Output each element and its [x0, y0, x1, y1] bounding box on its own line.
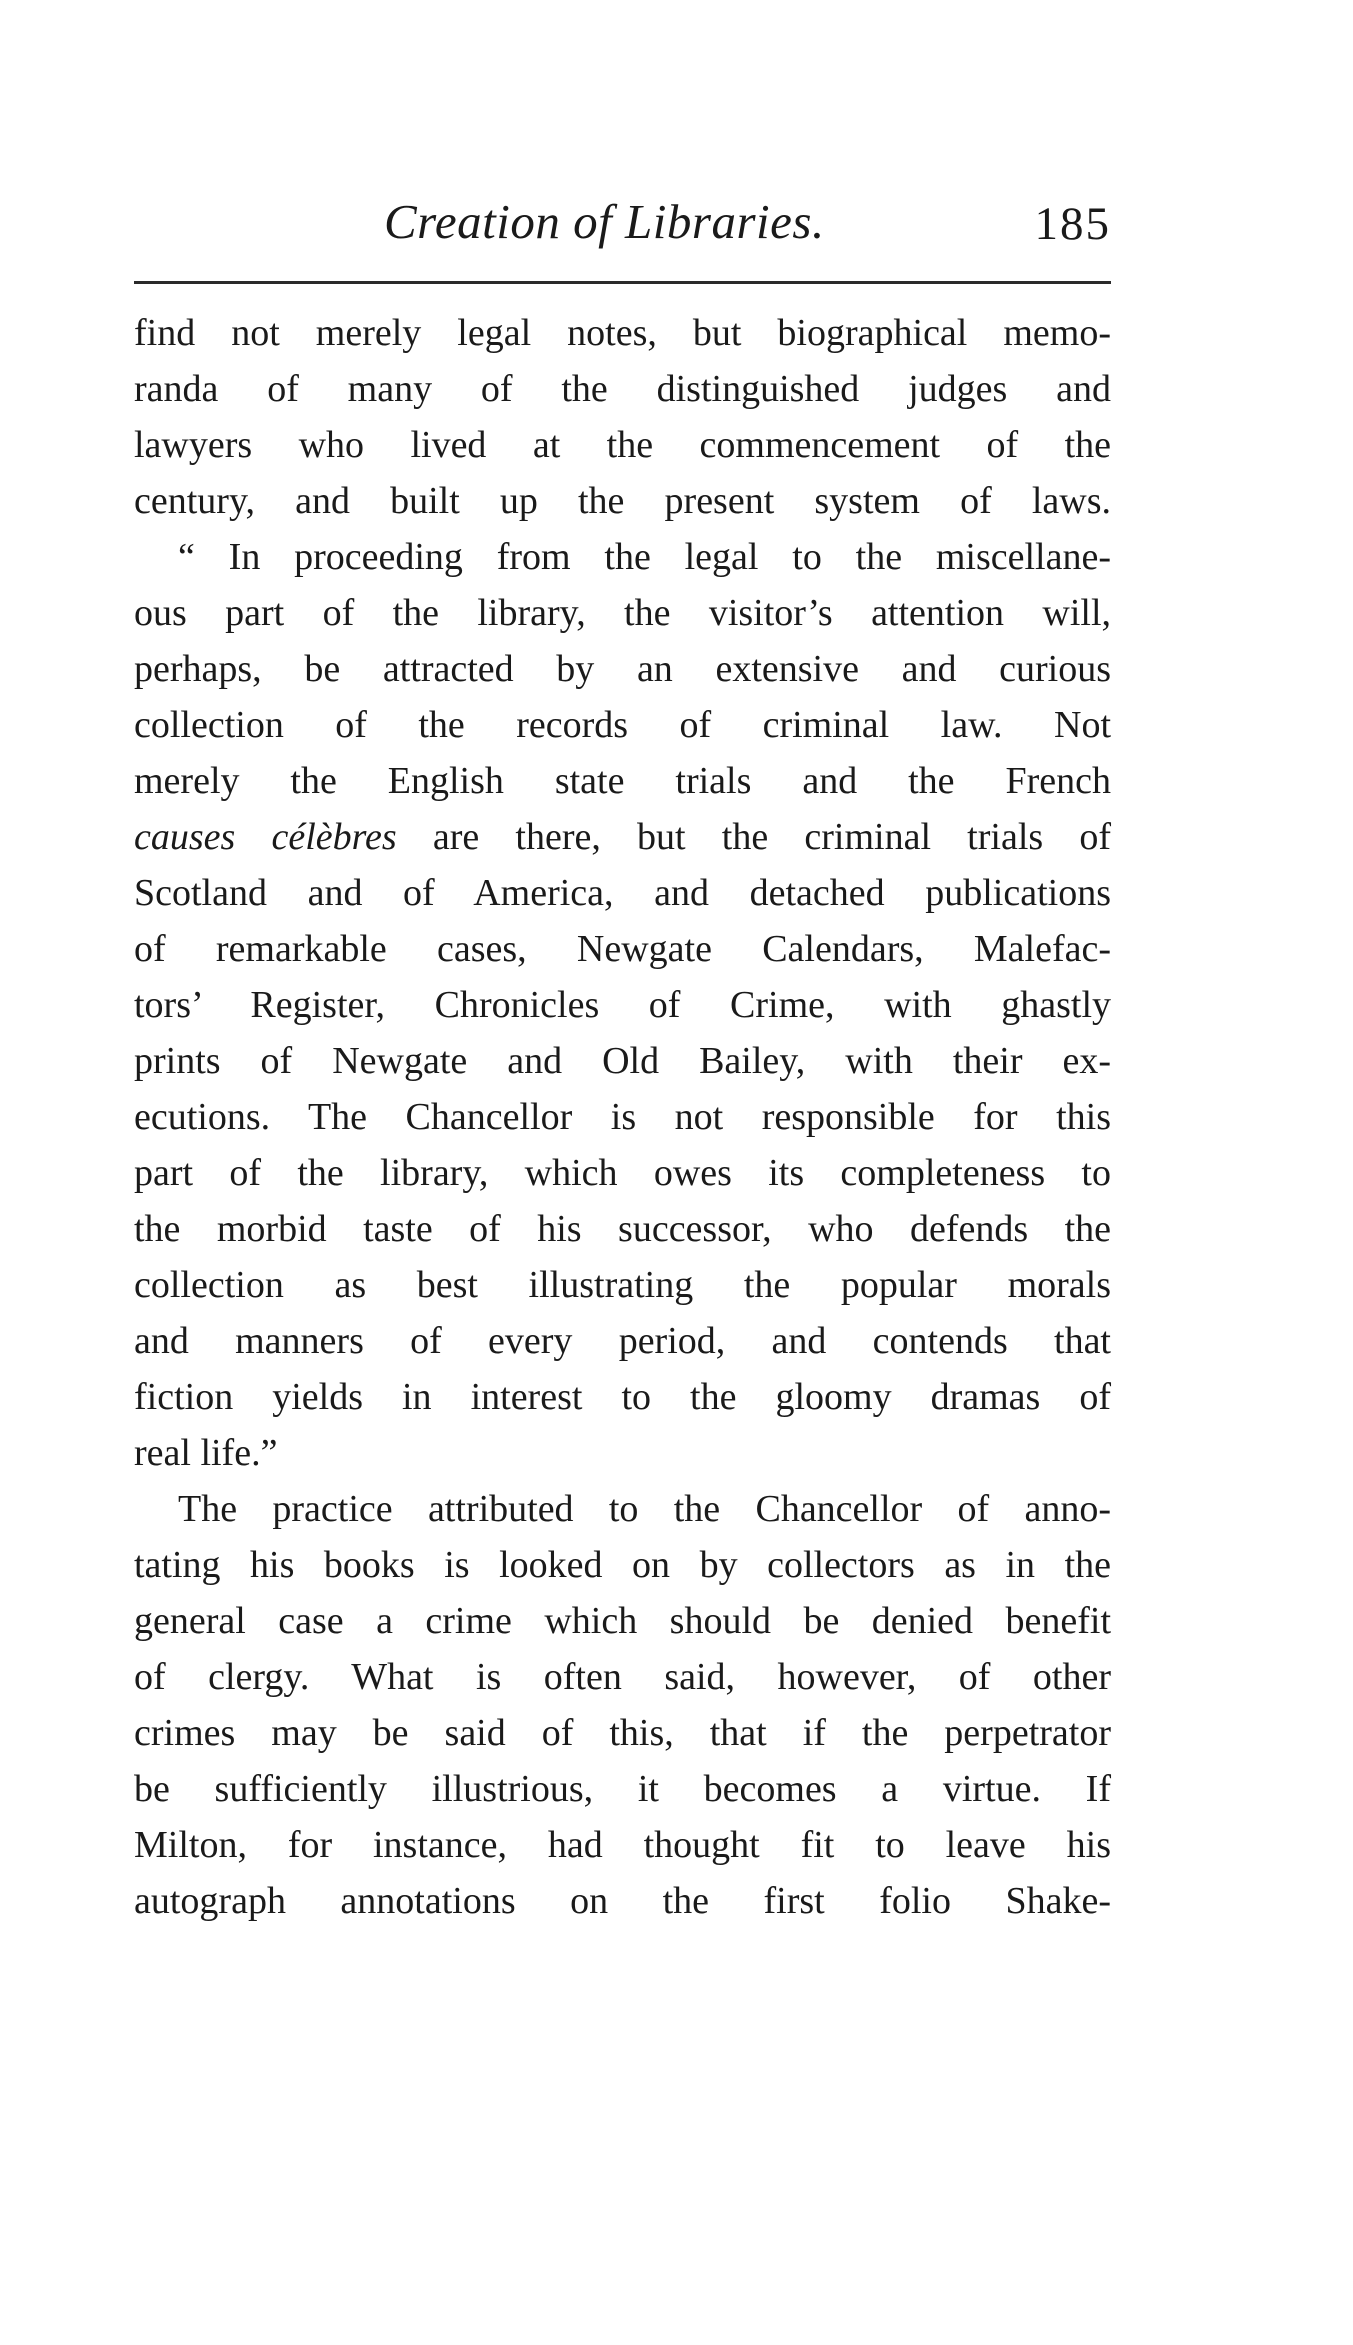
text-line: autograph annotations on the first folio Shake-	[134, 1880, 1111, 1922]
text-line: Scotland and of America, and detached publications	[134, 872, 1111, 914]
text-line: fiction yields in interest to the gloomy dramas of	[134, 1376, 1111, 1418]
text-line: find not merely legal notes, but biographical memo-	[134, 312, 1111, 354]
text-line: of clergy. What is often said, however, of other	[134, 1656, 1111, 1698]
paragraph-1	[134, 305, 1111, 529]
text-line: tors’ Register, Chronicles of Crime, with ghastly	[134, 984, 1111, 1026]
paragraph-2	[134, 529, 1111, 1481]
text-line: century, and built up the present system of laws.	[134, 480, 1111, 522]
text-line: collection of the records of criminal law. Not	[134, 704, 1111, 746]
page-number: 185	[1034, 198, 1111, 250]
text-line: be sufficiently illustrious, it becomes a virtue. If	[134, 1768, 1111, 1810]
text-line: and manners of every period, and contends that	[134, 1320, 1111, 1362]
header-rule	[134, 281, 1111, 284]
page-header	[134, 192, 1111, 268]
body-text	[134, 305, 1111, 1929]
text-line: part of the library, which owes its completeness to	[134, 1152, 1111, 1194]
paragraph-3	[134, 1481, 1111, 1929]
text-line: crimes may be said of this, that if the perpetrator	[134, 1712, 1111, 1754]
text-line: the morbid taste of his successor, who defends the	[134, 1208, 1111, 1250]
text-line: of remarkable cases, Newgate Calendars, Malefac-	[134, 928, 1111, 970]
text-line: collection as best illustrating the popular morals	[134, 1264, 1111, 1306]
text-line-rest: are there, but the criminal trials of	[396, 816, 1111, 858]
text-line: ous part of the library, the visitor’s attention will,	[134, 592, 1111, 634]
text-line: perhaps, be attracted by an extensive and curious	[134, 648, 1111, 690]
text-line: “ In proceeding from the legal to the miscellane-	[178, 536, 1111, 578]
text-line: lawyers who lived at the commencement of the	[134, 424, 1111, 466]
text-line: randa of many of the distinguished judges and	[134, 368, 1111, 410]
text-line: general case a crime which should be denied benefit	[134, 1600, 1111, 1642]
running-title: Creation of Libraries.	[384, 194, 825, 249]
text-line: real life.”	[134, 1432, 278, 1474]
text-line: tating his books is looked on by collectors as in the	[134, 1544, 1111, 1586]
italic-phrase: causes célèbres	[134, 816, 397, 858]
text-line: merely the English state trials and the French	[134, 760, 1111, 802]
text-line: ecutions. The Chancellor is not responsible for this	[134, 1096, 1111, 1138]
text-line: prints of Newgate and Old Bailey, with their ex-	[134, 1040, 1111, 1082]
text-line: Milton, for instance, had thought fit to leave his	[134, 1824, 1111, 1866]
text-line: The practice attributed to the Chancellor of anno-	[178, 1488, 1111, 1530]
text-line	[134, 809, 1111, 865]
